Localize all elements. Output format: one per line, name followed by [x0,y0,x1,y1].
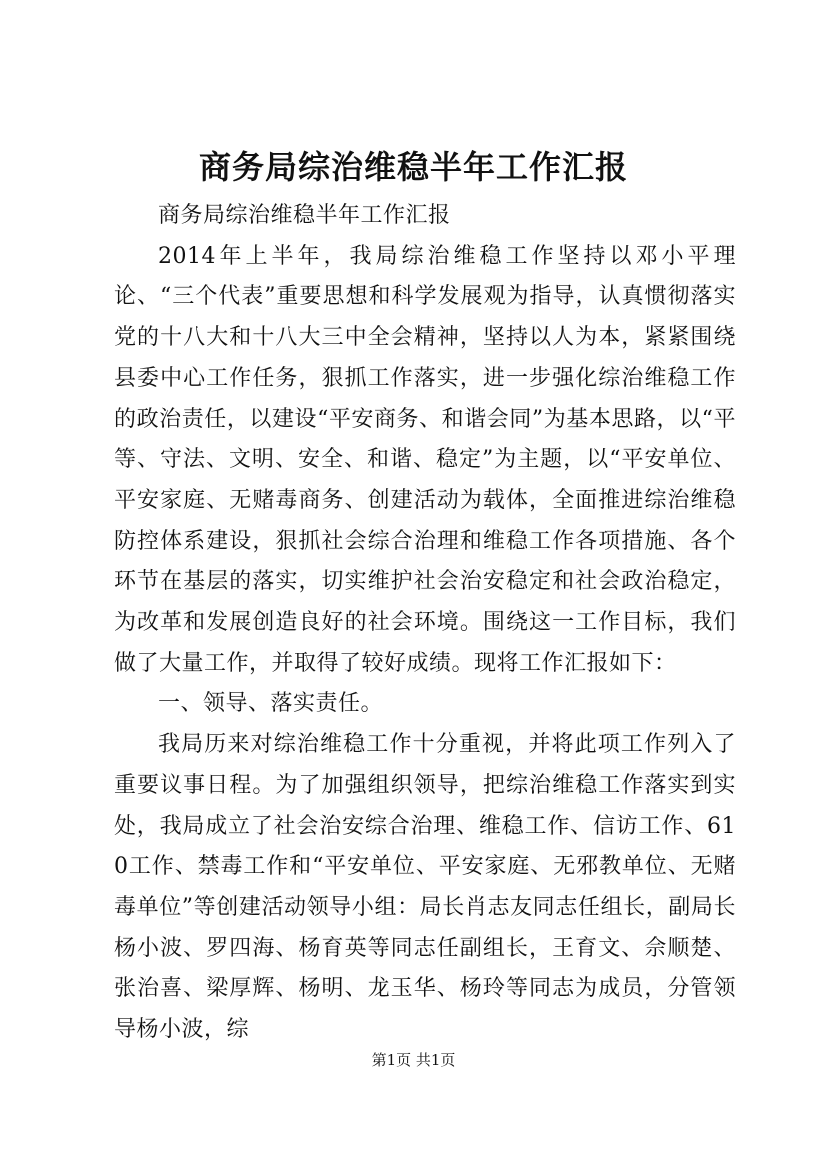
paragraph-leadership: 我局历来对综治维稳工作十分重视，并将此项工作列入了重要议事日程。为了加强组织领导，把综治维稳工作落实到实处，我局成立了社会治安综合治理、维稳工作、信访工作、610工作、禁毒工作和“平安单位、平安家庭、无邪教单位、无赌毒单位”等创建活动领导小组：局长肖志友同志任组长，副局长杨小波、罗四海、杨育英等同志任副组长，王育文、佘顺楚、张治喜、梁厚辉、杨明、龙玉华、杨玲等同志为成员，分管领导杨小波，综 [114,732,736,1043]
page-footer: 第1页 共1页 [371,1051,456,1069]
document-title: 商务局综治维稳半年工作汇报 [198,148,628,186]
paragraph-section-heading: 一、领导、落实责任。 [158,691,384,717]
paragraph-subtitle: 商务局综治维稳半年工作汇报 [158,203,451,228]
document-body [114,196,736,1051]
paragraph-intro: 2014年上半年，我局综治维稳工作坚持以邓小平理论、“三个代表”重要思想和科学发展观为指导，认真惯彻落实党的十八大和十八大三中全会精神，坚持以人为本，紧紧围绕县委中心工作任务，狠抓工作落实，进一步强化综治维稳工作的政治责任，以建设“平安商务、和谐会同”为基本思路，以“平等、守法、文明、安全、和谐、稳定”为主题，以“平安单位、平安家庭、无赌毒商务、创建活动为载体，全面推进综治维稳防控体系建设，狠抓社会综合治理和维稳工作各项措施、各个环节在基层的落实，切实维护社会治安稳定和社会政治稳定，为改革和发展创造良好的社会环境。围绕这一工作目标，我们做了大量工作，并取得了较好成绩。现将工作汇报如下： [114,243,736,676]
